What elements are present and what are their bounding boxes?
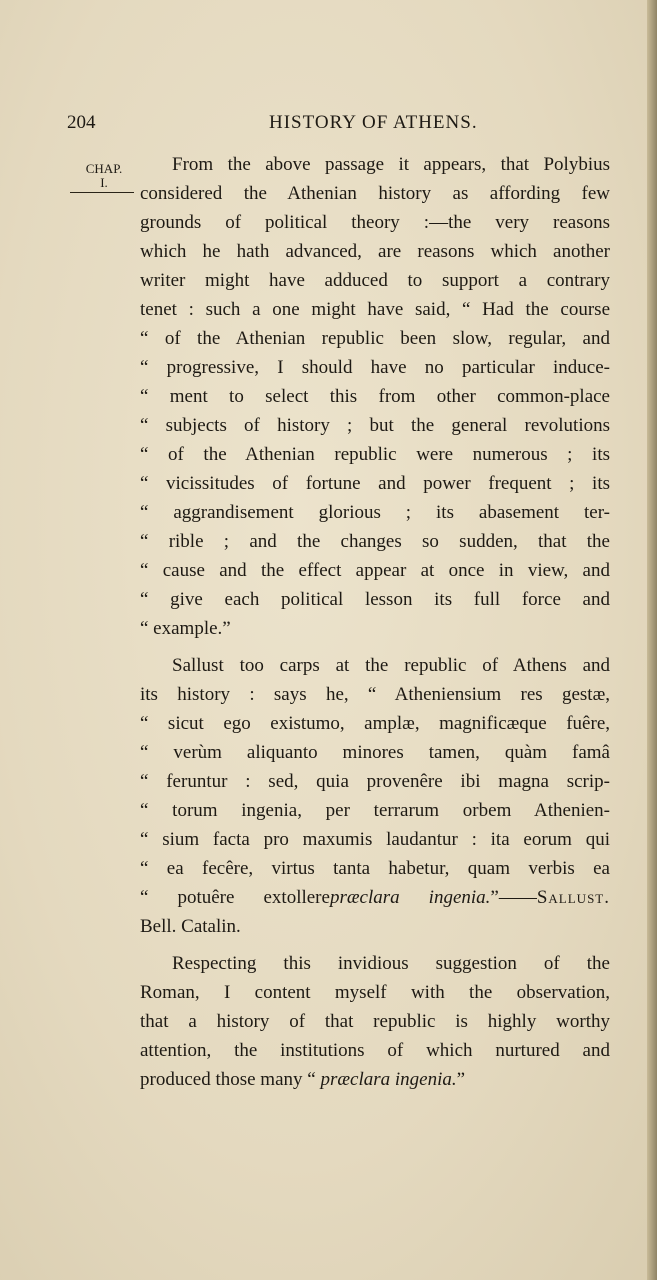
text-line: Roman, I content myself with the observation,	[140, 982, 610, 1003]
text-line: “ sicut ego existumo, amplæ, magnificæque fuêre,	[140, 713, 610, 734]
text-line: grounds of political theory :—the very reasons	[140, 212, 610, 233]
text-line: “ feruntur : sed, quia provenêre ibi magna scrip-	[140, 771, 610, 792]
text-line: “ sium facta pro maxumis laudantur : ita eorum qui	[140, 829, 610, 850]
text-line: that a history of that republic is highly worthy	[140, 1011, 610, 1032]
citation-source: Sallust.	[536, 887, 610, 908]
italic-phrase: præclara ingenia.	[320, 1069, 457, 1090]
chapter-label: CHAP.	[85, 161, 123, 176]
text-line: “ progressive, I should have no particular induce-	[140, 357, 610, 378]
closing-quote: ”	[456, 1069, 466, 1090]
text-line: which he hath advanced, are reasons which another	[140, 241, 610, 262]
text-line: “ torum ingenia, per terrarum orbem Athenien-	[140, 800, 610, 821]
italic-phrase: præclara ingenia.	[329, 887, 491, 908]
text-line: “ vicissitudes of fortune and power frequent ; its	[140, 473, 610, 494]
text-line: “ of the Athenian republic were numerous ; its	[140, 444, 610, 465]
text-line: “ ment to select this from other common-place	[140, 386, 610, 407]
text-line-citation	[140, 883, 610, 912]
chapter-number: I.	[100, 175, 108, 190]
text-line: Sallust too carps at the republic of Athens and	[172, 655, 610, 676]
text-line: “ cause and the effect appear at once in view, and	[140, 560, 610, 581]
text-line: Respecting this invidious suggestion of the	[172, 953, 610, 974]
text-line: “ subjects of history ; but the general revolutions	[140, 415, 610, 436]
body-text	[140, 150, 610, 1094]
text-line: “ of the Athenian republic been slow, regular, and	[140, 328, 610, 349]
text-line: From the above passage it appears, that Polybius	[172, 154, 610, 175]
chapter-margin-note	[68, 162, 140, 193]
text-line: “ ea fecêre, virtus tanta habetur, quam verbis ea	[140, 858, 610, 879]
text-line: considered the Athenian history as affording few	[140, 183, 610, 204]
running-title: HISTORY OF ATHENS.	[269, 112, 478, 133]
running-header	[67, 112, 517, 138]
text-line: “ verùm aliquanto minores tamen, quàm famâ	[140, 742, 610, 763]
quote-text: “ potuêre extollere	[140, 887, 330, 908]
margin-rule	[70, 192, 134, 193]
line-text: produced those many “	[140, 1069, 321, 1090]
text-line: “ give each political lesson its full force and	[140, 589, 610, 610]
quote-dash: ”——	[490, 887, 537, 908]
page-number: 204	[67, 112, 96, 133]
text-line: attention, the institutions of which nurtured and	[140, 1040, 610, 1061]
text-line: “ example.”	[140, 618, 231, 639]
text-line: its history : says he, “ Atheniensium res gestæ,	[140, 684, 610, 705]
text-line: “ aggrandisement glorious ; its abasement ter-	[140, 502, 610, 523]
text-line: Bell. Catalin.	[140, 916, 241, 937]
text-line-final	[140, 1065, 610, 1094]
text-line: writer might have adduced to support a contrary	[140, 270, 610, 291]
page-edge	[647, 0, 657, 1280]
text-line: “ rible ; and the changes so sudden, that the	[140, 531, 610, 552]
text-line: tenet : such a one might have said, “ Had the course	[140, 299, 610, 320]
